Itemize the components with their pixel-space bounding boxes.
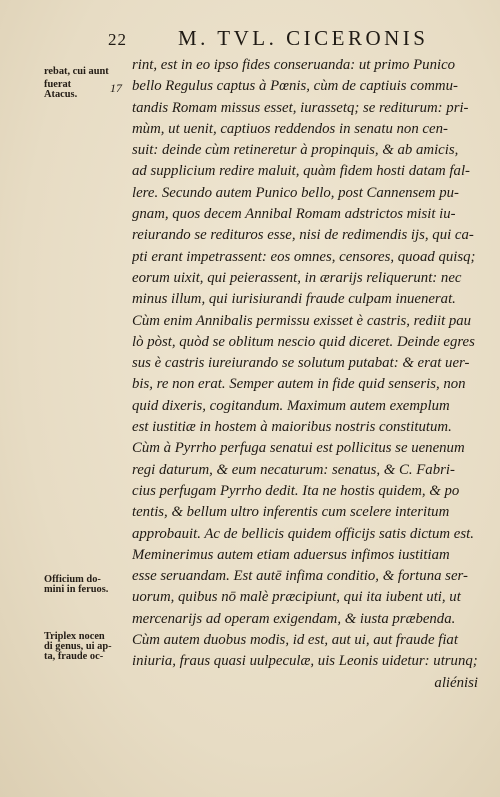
main-text-block [132,55,484,694]
running-title: M. TVL. CICERONIS [178,26,429,50]
text-line: quid dixeris, cogitandum. Maximum autem exemplum [132,397,450,414]
text-line: eorum uixit, qui peierassent, in ærarijs reliquerunt: nec [132,269,462,286]
text-line: reiurando se redituros esse, nisi de redimendis ijs, qui ca- [132,227,474,244]
text-line: Meminerimus autem etiam aduersus infimos iustitiam [132,546,450,563]
text-line: esse seruandam. Est autē infima conditio, & fortuna ser- [132,568,468,585]
text-line: uorum, quibus nō malè præcipiunt, qui ita iubent uti, ut [132,589,461,606]
text-line: Cùm à Pyrrho perfuga senatui est pollicitus se uenenum [132,440,465,457]
text-line: ad supplicium redire maluit, quàm fidem hosti datam fal- [132,163,470,180]
margin-note: Officium do- mini in feruos. [44,574,109,595]
text-line: tandis Romam missus esset, iurassetq; se rediturum: pri- [132,99,469,116]
text-line: gnam, quos decem Annibal Romam adstrictos misit iu- [132,206,456,223]
text-line: est iustitiæ in hostem à maioribus nostris constitutum. [132,419,452,436]
text-line: tentis, & bellum ultro inferentis cum scelere interitum [132,504,450,521]
text-line: bis, re non erat. Semper autem in fide quid senseris, non [132,376,466,393]
catchword: aliénisi [434,674,478,691]
text-line: approbauit. Ac de bellicis quidem officijs satis dictum est. [132,525,474,542]
text-line: cius perfugam Pyrrho dedit. Ita ne hostis quidem, & po [132,482,460,499]
text-line: lere. Secundo autem Punico bello, post Cannensem pu- [132,184,459,201]
line-number-marker: 17 [110,81,122,95]
text-line: sus è castris iureiurando se solutum putabat: & erat uer- [132,355,470,372]
text-line: rint, est in eo ipso fides conseruanda: ut primo Punico [132,57,456,73]
text-line: Cùm enim Annibalis permissu exisset è castris, rediit pau [132,312,472,329]
text-line: iniuria, fraus quasi uulpeculæ, uis Leonis uidetur: utrunq; [132,653,478,670]
text-line: pti erant impetrassent: eos omnes, censores, quoad quisq; [132,248,476,265]
page-header [0,24,500,52]
margin-note: rebat, cui aunt [44,66,109,77]
text-line: minus illum, qui iurisiurandi fraude culpam inuenerat. [132,291,456,308]
margin-note: Triplex nocen di genus, ui ap- ta, fraude oc- [44,631,112,662]
text-line: regi daturum, & eum necaturum: senatus, & C. Fabri- [132,461,455,478]
text-line: mercenarijs ad operam exigendam, & iusta præbenda. [132,610,456,627]
text-line: bello Regulus captus à Pœnis, cùm de captiuis commu- [132,78,458,95]
text-line: lò pòst, quòd se oblitum nescio quid diceret. Deinde egres [132,333,475,350]
margin-note: fuerat Atacus. [44,79,78,100]
text-line: mùm, ut uenit, captiuos reddendos in senatu non cen- [132,120,448,137]
text-line: suit: deinde cùm retineretur à propinquis, & ab amicis, [132,142,459,159]
text-line: Cùm autem duobus modis, id est, aut ui, aut fraude fiat [132,632,458,649]
page-number: 22 [108,30,127,49]
